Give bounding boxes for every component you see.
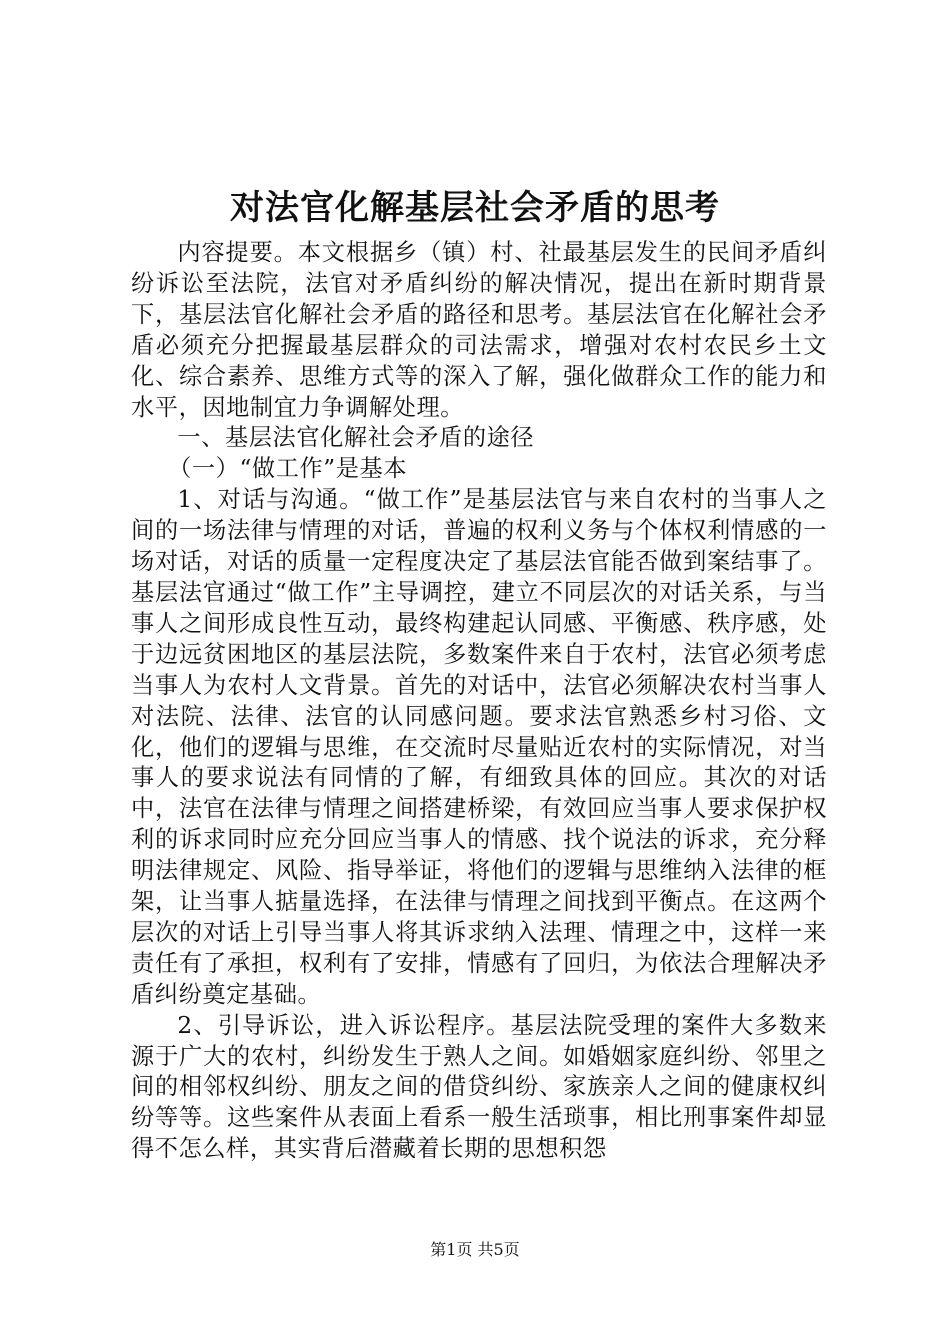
section-heading-2: （一）“做工作”是基本 bbox=[168, 455, 408, 483]
body-paragraph-1: 1、对话与沟通。“做工作”是基层法官与来自农村的当事人之间的一场法律与情理的对话，普遍的权利义务与个体权利情感的一场对话，对话的质量一定程度决定了基层法官能否做到案结事了。基层法官通过“做工作”主导调控，建立不同层次的对话关系，与当事人之间形成良性互动，最终构建起认同感、平衡感、秩序感，处于边远贫困地区的基层法院，多数案件来自于农村，法官必须考虑当事人为农村人文背景。首先的对话中，法官必须解决农村当事人对法院、法律、法官的认同感问题。要求法官熟悉乡村习俗、文化，他们的逻辑与思维，在交流时尽量贴近农村的实际情况，对当事人的要求说法有同情的了解，有细致具体的回应。其次的对话中，法官在法律与情理之间搭建桥梁，有效回应当事人要求保护权利的诉求同时应充分回应当事人的情感、找个说法的诉求，充分释明法律规定、风险、指导举证，将他们的逻辑与思维纳入法律的框架，让当事人掂量选择，在法律与情理之间找到平衡点。在这两个层次的对话上引导当事人将其诉求纳入法理、情理之中，这样一来责任有了承担，权利有了安排，情感有了回归，为依法合理解决矛盾纠纷奠定基础。 bbox=[131, 486, 827, 1008]
document-title: 对法官化解基层社会矛盾的思考 bbox=[230, 188, 720, 228]
abstract-paragraph: 内容提要。本文根据乡（镇）村、社最基层发生的民间矛盾纠纷诉讼至法院，法官对矛盾纠纷的解决情况，提出在新时期背景下，基层法官化解社会矛盾的路径和思考。基层法官在化解社会矛盾必须充分把握最基层群众的司法需求，增强对农村农民乡土文化、综合素养、思维方式等的深入了解，强化做群众工作的能力和水平，因地制宜力争调解处理。 bbox=[131, 239, 827, 421]
section-heading-1: 一、基层法官化解社会矛盾的途径 bbox=[177, 424, 535, 452]
document-body bbox=[131, 238, 827, 1165]
body-paragraph-2: 2、引导诉讼，进入诉讼程序。基层法院受理的案件大多数来源于广大的农村，纠纷发生于熟人之间。如婚姻家庭纠纷、邻里之间的相邻权纠纷、朋友之间的借贷纠纷、家族亲人之间的健康权纠纷等等。这些案件从表面上看系一般生活琐事，相比刑事案件却显得不怎么样，其实背后潜藏着长期的思想积怨 bbox=[131, 1011, 827, 1163]
page-number-footer: 第1页 共5页 bbox=[430, 1240, 520, 1259]
